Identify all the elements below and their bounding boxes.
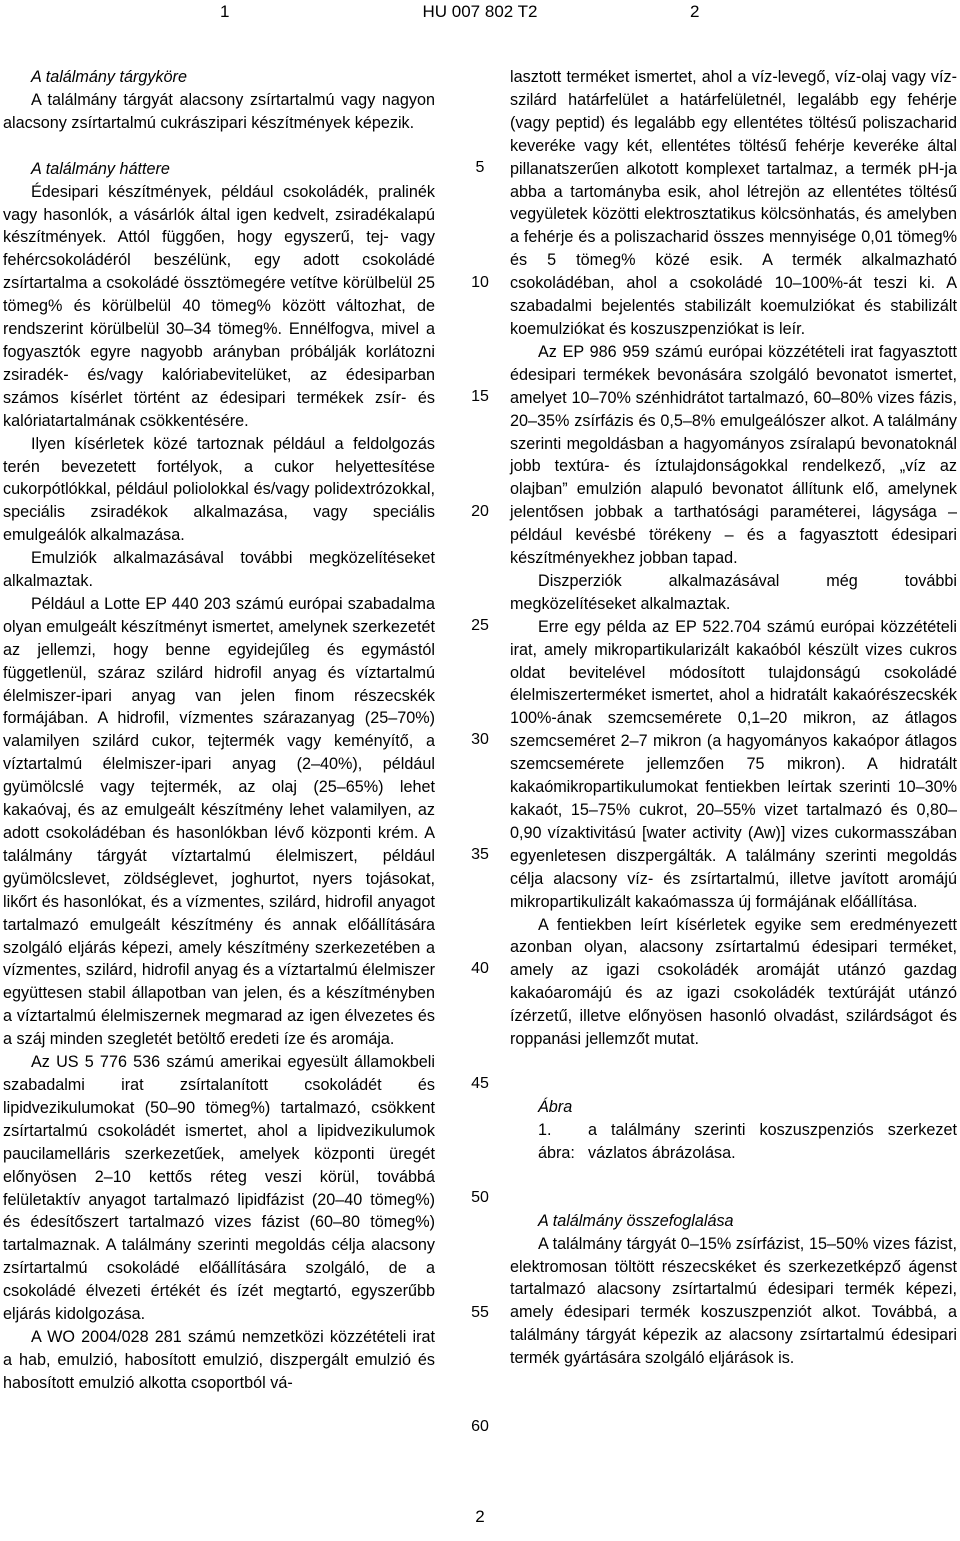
spacer (510, 1051, 957, 1096)
header-page-right: 2 (690, 2, 700, 21)
header-doc-number: HU 007 802 T2 (422, 2, 538, 21)
paragraph: Az US 5 776 536 számú amerikai egyesült államokbeli szabadalmi irat zsírtalanított csokoládét és lipidvezikulumokat (50–90 tömeg%) tartalmazó, csökkent zsírtartalmú csokoládét ismertet, ahol a lipidvezikulumok paucilamelláris szerkezetűek, amelyek központi üregét előnyösen 2–10 kettős réteg veszi körül, továbbá felületaktív anyagot tartalmazó lipidfázist (20–40 tömeg%) és édesítőszert tartalmazó vizes fázist (60–80 tömeg%) tartalmaznak. A találmány szerinti megoldás célja alacsony zsírtartalmú csokoládé előállítására szolgáló, de a csokoládé élvezeti értékét és ízét megtartó, egyszerűbb eljárás kidolgozása. (3, 1053, 435, 1324)
line-number: 60 (471, 1418, 489, 1435)
right-text-column (510, 66, 957, 1370)
section-heading: A találmány összefoglalása (538, 1211, 734, 1230)
line-number: 55 (471, 1304, 489, 1321)
line-number: 20 (471, 503, 489, 520)
line-number: 50 (471, 1189, 489, 1206)
figure-number: 1. ábra: (538, 1120, 575, 1162)
section-heading: Ábra (538, 1097, 573, 1116)
line-number: 45 (471, 1075, 489, 1092)
line-number: 40 (471, 960, 489, 977)
line-number: 30 (471, 731, 489, 748)
line-number: 25 (471, 617, 489, 634)
figure-list-item (510, 1119, 957, 1165)
section-heading: A találmány tárgyköre (31, 68, 187, 86)
paragraph: A WO 2004/028 281 számú nemzetközi közzétételi irat a hab, emulzió, habosított emulzió, diszpergált emulzió és habosított emulzió alkotta csoportból vá- (3, 1327, 435, 1392)
paragraph: Emulziók alkalmazásával további megközelítéseket alkalmaztak. (3, 549, 435, 591)
page-footer-number: 2 (475, 1507, 485, 1526)
spacer (3, 135, 435, 158)
paragraph: Az EP 986 959 számú európai közzétételi irat fagyasztott édesipari termékek bevonására szolgáló bevonatot ismertet, amelyet 10–70% szénhidrátot tartalmazó, 60–80% vizes fázis, 20–35% zsírfázis és 0,5–8% emulgeálószer alkot. A találmány szerinti megoldásban a hagyományos zsíralapú bevonatoknál jobb textúra- és íztulajdonságokkal rendelkező, „víz az olajban” emulzión alapuló bevonatot állítunk elő, amelynek jelentősen jobbak a tarthatósági paraméterei, lágysága – például kevésbé törékeny – és a fagyasztott édesipari készítményekhez jobban tapad. (510, 342, 957, 568)
paragraph: Erre egy példa az EP 522.704 számú európai közzétételi irat, amely mikropartikularizált kakaóból készült vizes cukros oldat bevitelével módosított tulajdonságú csokoládé élelmiszerterméket ismertet, ahol a hidratált kakaórészecskék 100%-ának szemcsemérete 0,1–20 mikron, az átlagos szemcseméret 2–7 mikron (a hagyományos kakaópor átlagos szemcsemérete jellemzően 75 mikron). A hidratált kakaómikropartikulumokat fentiekben leírtak szerinti 10–30% kakaót, 15–75% cukrot, 20–55% vizet tartalmazó és 0,80–0,90 vízaktivitású [water activity (Aw)] vizes cukormasszában egyenletesen diszpergálták. A találmány szerinti megoldás célja alacsony víz- és zsírtartalmú, illetve javított aromájú mikropartikulizált kakaómassza új formájának előállítása. (510, 617, 957, 911)
line-number: 35 (471, 846, 489, 863)
section-heading: A találmány háttere (31, 159, 170, 178)
figure-caption: a találmány szerinti koszuszpenziós szerkezet vázlatos ábrázolása. (588, 1120, 957, 1162)
header-page-left: 1 (220, 2, 230, 21)
paragraph: Édesipari készítmények, például csokoládék, pralinék vagy hasonlók, a vásárlók által igen kedvelt, zsiradékalapú készítmények. Attól függően, hogy egyszerű, tej- vagy fehércsokoládéról beszélünk, egy adott csokoládé zsírtartalma a csokoládé össztömegére vetítve körülbelül 25 tömeg% és körülbelül 40 tömeg% között változhat, de rendszerint körülbelül 30–34 tömeg%. Ennélfogva, mivel a fogyasztók egyre nagyobb arányban próbálják korlátozni zsiradék- és/vagy kalóriabevitelüket, az édesiparban számos kísérlet történt az édesipari termékek zsír- és kalóriatartalmának csökkentésére. (3, 182, 435, 430)
line-number: 5 (475, 159, 485, 176)
paragraph: A találmány tárgyát 0–15% zsírfázist, 15–50% vizes fázist, elektromosan töltött részecskéket és szerkezetképző ágenst tartalmazó alacsony zsírtartalmú édesipari termék képezi, amely édesipari termék koszuszpenziót alkot. Továbbá, a találmány tárgyát képezik az alacsony zsírtartalmú édesipari termék gyártására szolgáló eljárások is. (510, 1234, 957, 1368)
spacer (510, 1165, 957, 1210)
line-number: 15 (471, 388, 489, 405)
line-number: 10 (471, 274, 489, 291)
paragraph: Például a Lotte EP 440 203 számú európai szabadalma olyan emulgeált készítményt ismertet, amelynek szerkezetét az jellemzi, hogy benne egyidejűleg és egymástól függetlenül, száraz szilárd hidrofil anyag és víztartalmú élelmiszer-ipari anyag van jelen finom részecskék formájában. A hidrofil, vízmentes szárazanyag (25–70%) valamilyen szilárd cukor, tejtermék vagy keményítő, a víztartalmú élelmiszer-ipari anyag (2–40%), például gyümölcslé vagy tejtermék, az olaj (25–65%) lehet kakaóvaj, és az emulgeált készítmény lehet valamilyen, az adott csokoládéban és hasonlókban lévő központi krém. A találmány tárgyát víztartalmú élelmiszert, például gyümölcslevet, zöldséglevet, joghurtot, nyers tojásokat, likőrt és hasonlókat, és a vízmentes, szilárd, hidrofil anyagot tartalmazó emulgeált készítmény és annak előállítására szolgáló eljárás képezi, amely készítmény szerkezetében a vízmentes, szilárd, hidrofil anyag és a víztartalmú élelmiszer együttesen stabil állapotban van jelen, és a készítményben a víztartalmú élelmiszernek megmarad az igen élvezetes és a száj minden szegletét betöltő eredeti íze és aromája. (3, 594, 435, 1049)
left-text-column (3, 66, 435, 1395)
paragraph: Diszperziók alkalmazásával még további megközelítéseket alkalmaztak. (510, 571, 957, 613)
paragraph: Ilyen kísérletek közé tartoznak például a feldolgozás terén bevezetett fortélyok, a cukor helyettesítése cukorpótlókkal, például poliolokkal és/vagy polidextrózokkal, speciális zsiradékok alkalmazása, vagy speciális emulgeálók alkalmazása. (3, 434, 435, 545)
paragraph: A találmány tárgyát alacsony zsírtartalmú vagy nagyon alacsony zsírtartalmú cukrászipari készítmények képezik. (3, 90, 435, 132)
paragraph: A fentiekben leírt kísérletek egyike sem eredményezett azonban olyan, alacsony zsírtartalmú édesipari terméket, amely az igazi csokoládék aromáját utánzó gazdag kakaóaromájú és az igazi csokoládék textúráját utánzó ízérzetű, illetve előnyösen hasonló olvadást, szilárdságot és roppanási jellemzőt mutat. (510, 915, 957, 1049)
paragraph-continued: lasztott terméket ismertet, ahol a víz-levegő, víz-olaj vagy víz-szilárd határfelület a határfelületnél, legalább egy fehérje (vagy peptid) és legalább egy ellentétes töltésű poliszacharid keveréke vagy két, ellentétes töltésű fehérje keveréke által pillanatszerűen alkotott komplexet tartalmaz, a termék pH-ja abba a tartományba esik, ahol létrejön az ellentétes töltésű vegyületek közötti elektrosztatikus kölcsönhatás, és amelyben a fehérje és a poliszacharid összes mennyisége 0,01 tömeg% és 5 tömeg% közé esik. A termék alkalmazható csokoládéban, ahol a csokoládé 10–100%-át teszi ki. A szabadalmi bejelentés stabilizált koemulziókat és stabilizált koemulziókat és koszuszpenziókat is leír. (510, 68, 957, 338)
